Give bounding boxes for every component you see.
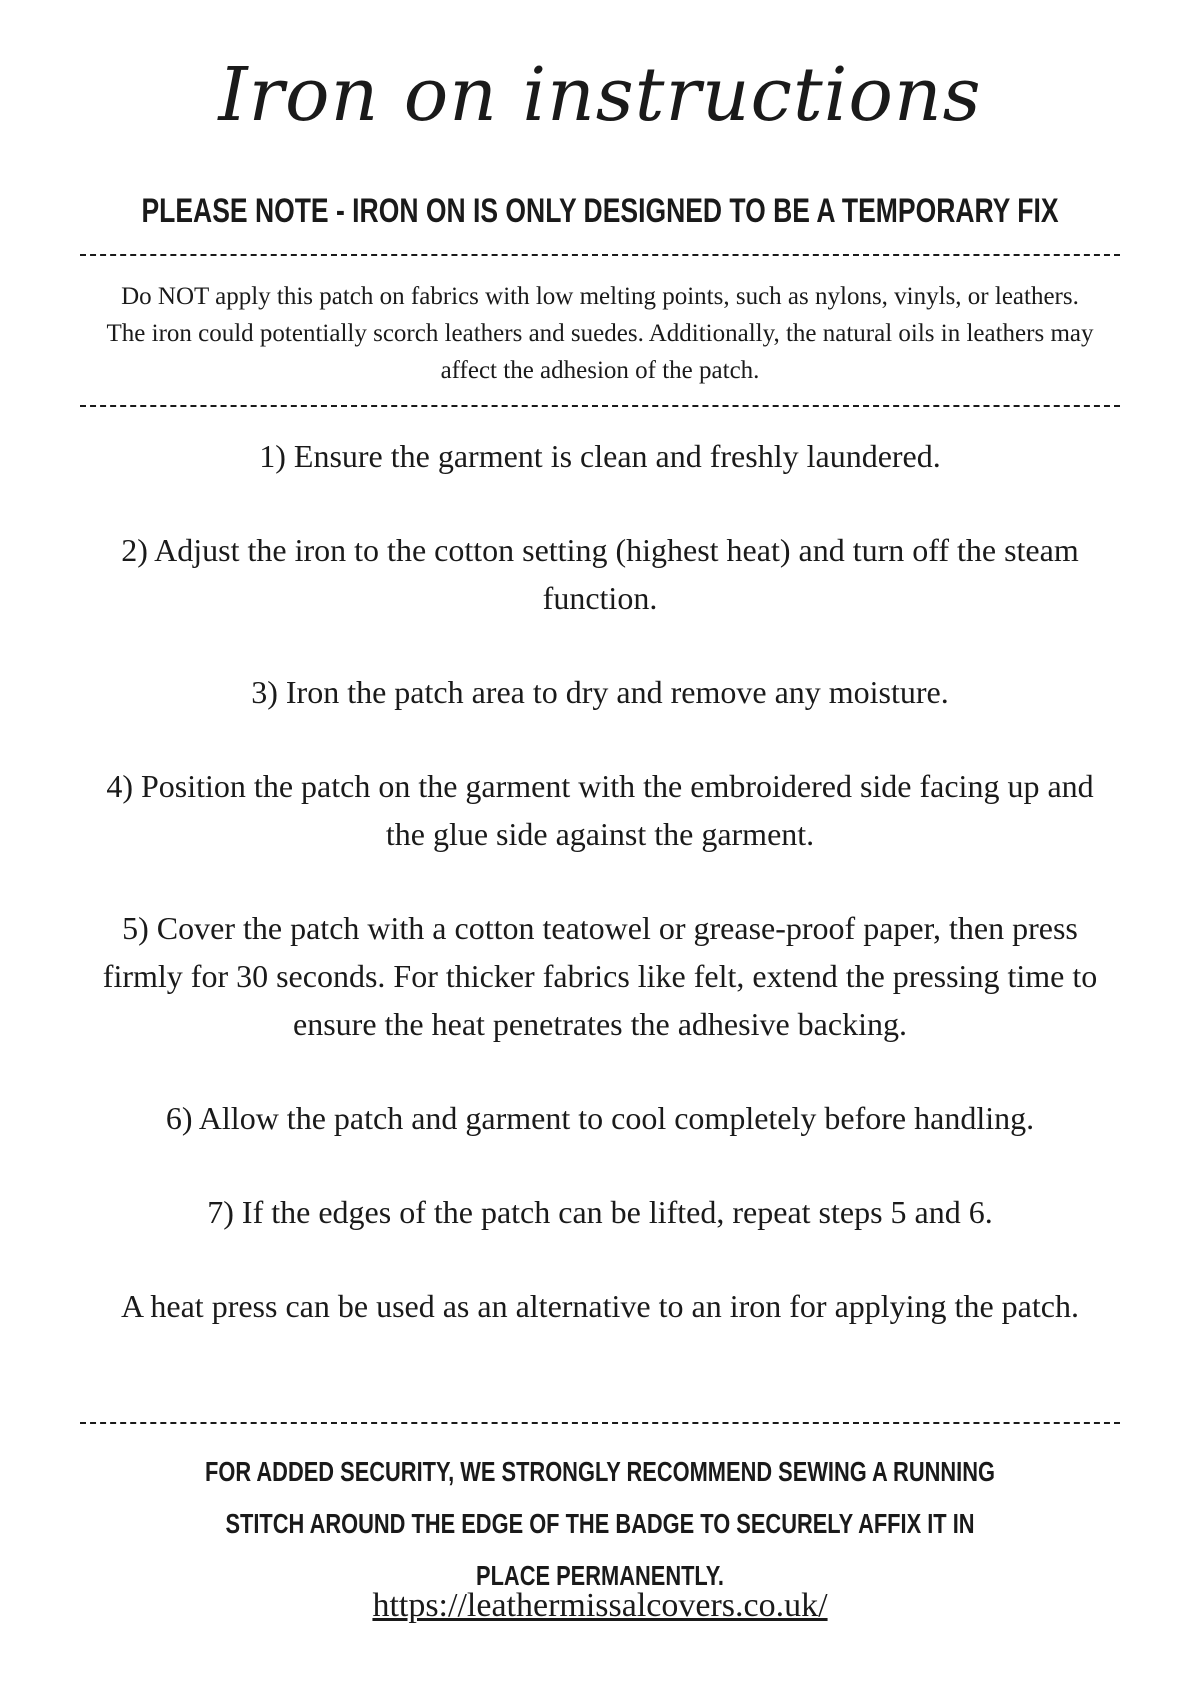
step-4: 4) Position the patch on the garment with the embroidered side facing up and the glue side against the garment. bbox=[106, 768, 1094, 852]
step-6: 6) Allow the patch and garment to cool completely before handling. bbox=[165, 1100, 1035, 1136]
step-3: 3) Iron the patch area to dry and remove any moisture. bbox=[251, 674, 949, 710]
website-link[interactable]: https://leathermissalcovers.co.uk/ bbox=[372, 1587, 828, 1624]
step-2: 2) Adjust the iron to the cotton setting (highest heat) and turn off the steam function. bbox=[121, 532, 1079, 616]
warning-text: Do NOT apply this patch on fabrics with low melting points, such as nylons, vinyls, or leathers. The iron could potentially scorch leathers and suedes. Additionally, the natural oils in leathers may affect the adhesion of the patch. bbox=[106, 283, 1094, 384]
divider-top bbox=[80, 254, 1120, 256]
step-5: 5) Cover the patch with a cotton teatowel or grease-proof paper, then press firmly for 30 seconds. For thicker fabrics like felt, extend the pressing time to ensure the heat penetrates the adhesive backing. bbox=[102, 910, 1098, 1042]
instruction-steps bbox=[80, 432, 1120, 1376]
step-1: 1) Ensure the garment is clean and freshly laundered. bbox=[259, 438, 941, 474]
divider-bottom bbox=[80, 1422, 1120, 1424]
divider-middle bbox=[80, 405, 1120, 407]
security-note bbox=[80, 1446, 1120, 1602]
temporary-fix-note: PLEASE NOTE - IRON ON IS ONLY DESIGNED TO BE A TEMPORARY FIX bbox=[141, 192, 1059, 230]
page-title: Iron on instructions bbox=[218, 52, 982, 138]
step-7: 7) If the edges of the patch can be lifted, repeat steps 5 and 6. bbox=[207, 1194, 993, 1230]
security-note-text: FOR ADDED SECURITY, WE STRONGLY RECOMMEND SEWING A RUNNING STITCH AROUND THE EDGE OF THE BADGE TO SECURELY AFFIX IT IN PLACE PERMANENTLY. bbox=[205, 1456, 995, 1591]
heat-press-note: A heat press can be used as an alternative to an iron for applying the patch. bbox=[121, 1288, 1079, 1324]
